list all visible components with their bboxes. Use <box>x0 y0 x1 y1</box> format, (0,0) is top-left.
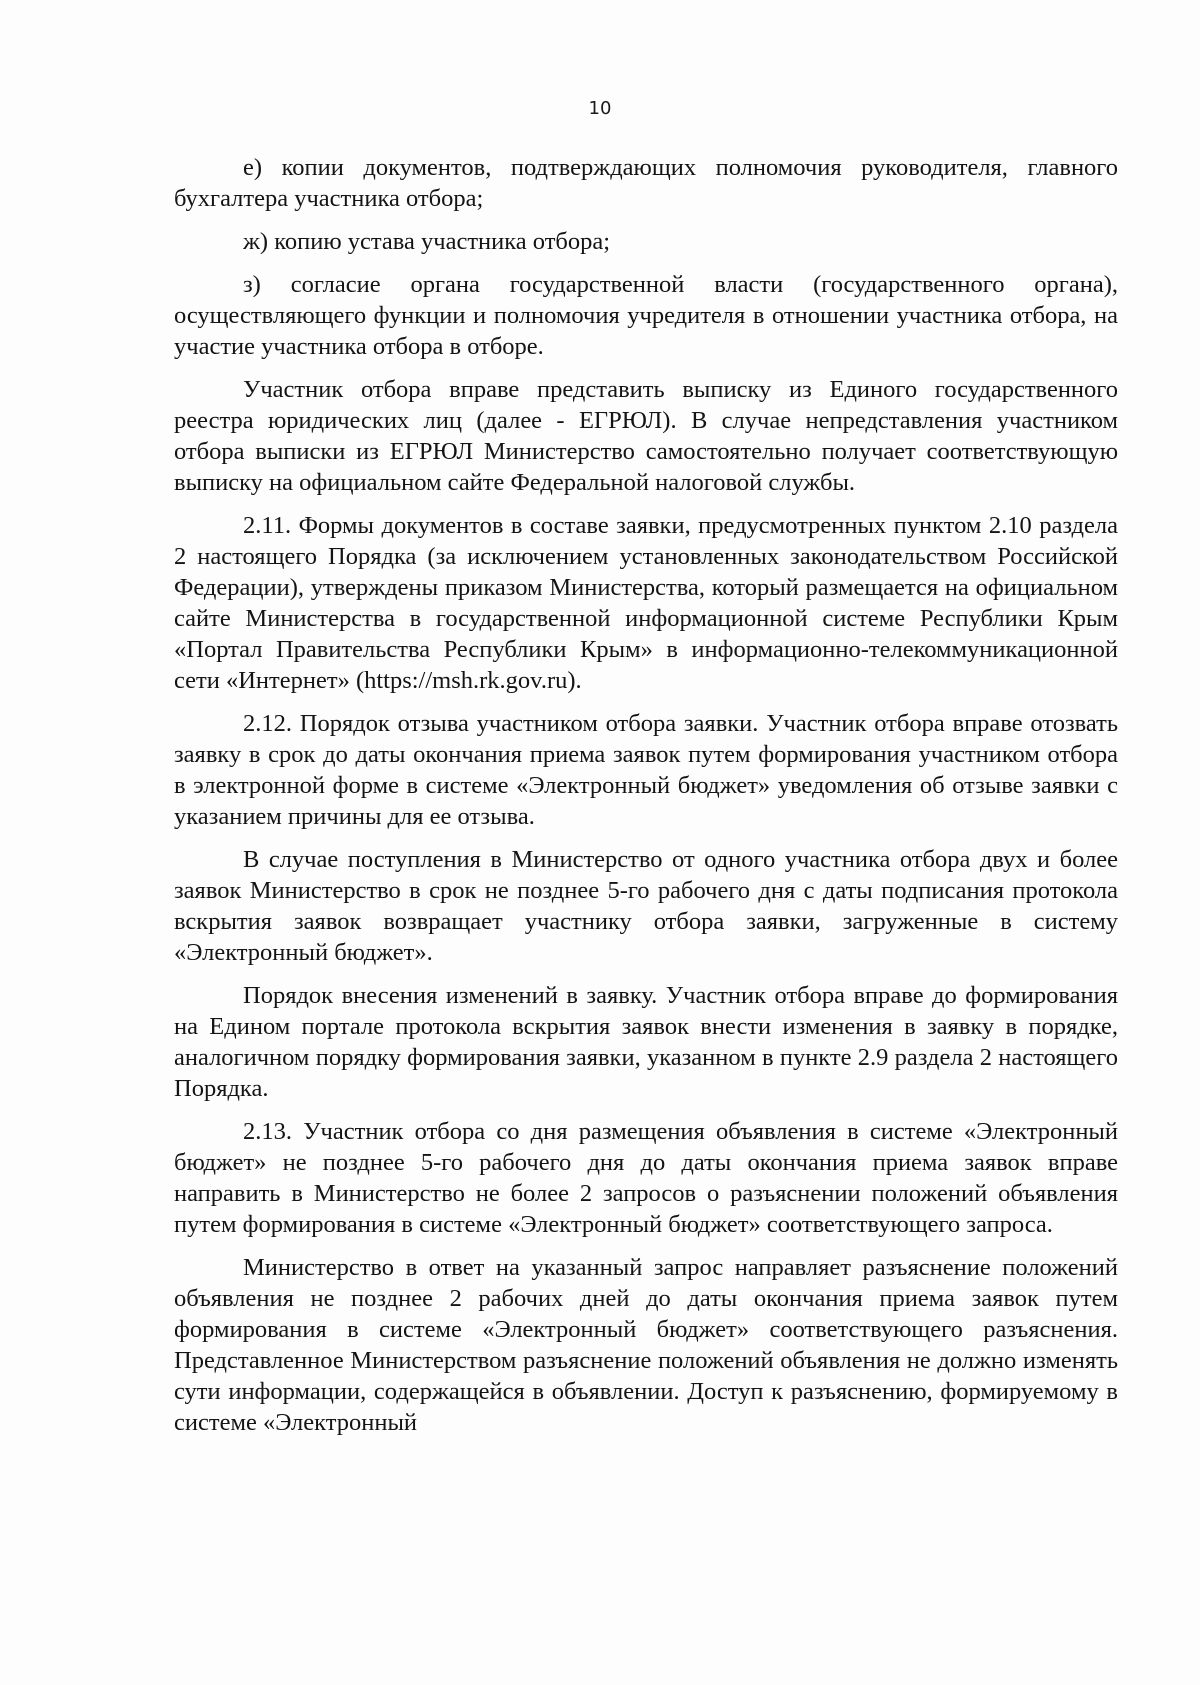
paragraph-clause-2-13: 2.13. Участник отбора со дня размещения объявления в системе «Электронный бюджет» не позднее 5-го рабочего дня до даты окончания приема заявок вправе направить в Министерство не более 2 запросов о разъяснении положений объявления путем формирования в системе «Электронный бюджет» соответствующего запроса. <box>174 1118 1118 1238</box>
paragraph-multiple-applications: В случае поступления в Министерство от одного участника отбора двух и более заявок Министерство в срок не позднее 5-го рабочего дня с даты подписания протокола вскрытия заявок возвращает участнику отбора заявки, загруженные в систему «Электронный бюджет». <box>174 846 1118 966</box>
paragraph-application-changes: Порядок внесения изменений в заявку. Участник отбора вправе до формирования на Едином портале протокола вскрытия заявок внести изменения в заявку в порядке, аналогичном порядку формирования заявки, указанном в пункте 2.9 раздела 2 настоящего Порядка. <box>174 982 1118 1102</box>
page-number: 10 <box>588 98 612 119</box>
paragraph-egrul-extract: Участник отбора вправе представить выписку из Единого государственного реестра юридических лиц (далее - ЕГРЮЛ). В случае непредставления участником отбора выписки из ЕГРЮЛ Министерство самостоятельно получает соответствующую выписку на официальном сайте Федеральной налоговой службы. <box>174 376 1118 496</box>
paragraph-ministry-clarification: Министерство в ответ на указанный запрос направляет разъяснение положений объявления не позднее 2 рабочих дней до даты окончания приема заявок путем формирования в системе «Электронный бюджет» соответствующего разъяснения. Представленное Министерством разъяснение положений объявления не должно изменять сути информации, содержащейся в объявлении. Доступ к разъяснению, формируемому в системе «Электронный <box>174 1254 1118 1436</box>
paragraph-item-e: е) копии документов, подтверждающих полномочия руководителя, главного бухгалтера участника отбора; <box>174 154 1118 212</box>
paragraph-clause-2-12: 2.12. Порядок отзыва участником отбора заявки. Участник отбора вправе отозвать заявку в срок до даты окончания приема заявок путем формирования участником отбора в электронной форме в системе «Электронный бюджет» уведомления об отзыве заявки с указанием причины для ее отзыва. <box>174 710 1118 830</box>
paragraph-item-z: з) согласие органа государственной власти (государственного органа), осуществляющего функции и полномочия учредителя в отношении участника отбора, на участие участника отбора в отборе. <box>174 271 1118 360</box>
paragraph-item-zh: ж) копию устава участника отбора; <box>243 228 611 255</box>
document-body <box>174 152 1118 1450</box>
paragraph-clause-2-11: 2.11. Формы документов в составе заявки, предусмотренных пунктом 2.10 раздела 2 настоящего Порядка (за исключением установленных законодательством Российской Федерации), утверждены приказом Министерства, который размещается на официальном сайте Министерства в государственной информационной системе Республики Крым «Портал Правительства Республики Крым» в информационно-телекоммуникационной сети «Интернет» (https://msh.rk.gov.ru). <box>174 512 1118 694</box>
